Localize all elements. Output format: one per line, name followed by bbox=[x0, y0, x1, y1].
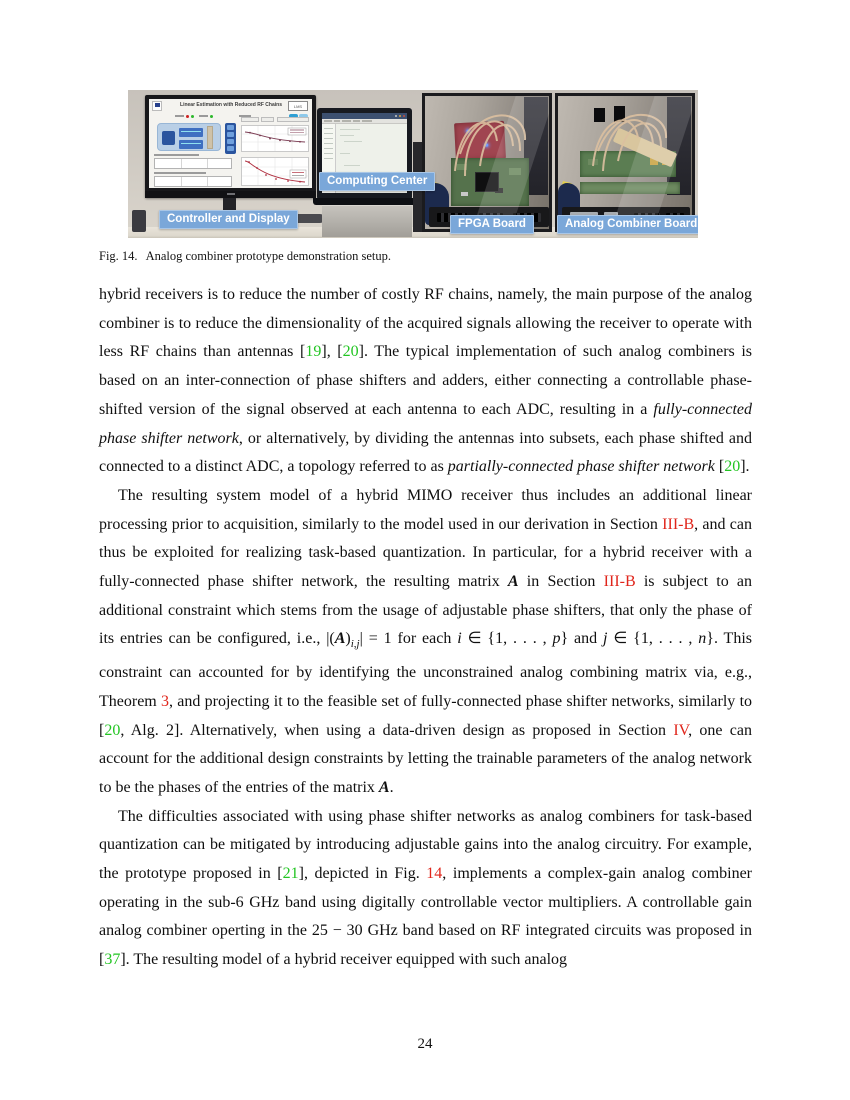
text-segment: i bbox=[457, 630, 462, 648]
red-indicator-icon bbox=[186, 115, 189, 118]
text-segment: ], depicted in Fig. bbox=[298, 865, 427, 883]
text-segment: , one can account for the additional design constraints by letting the trainable parameters of the analog network to be the phases of the entries of the matrix bbox=[99, 721, 752, 796]
text-segment: , and projecting it to the feasible set of fully-connected phase shifter networks, similarly to [ bbox=[99, 692, 753, 739]
section-ref[interactable]: 3 bbox=[161, 692, 170, 710]
text-segment: A bbox=[334, 630, 346, 648]
lab-logo-icon: LMS bbox=[288, 101, 308, 111]
section-ref[interactable]: 14 bbox=[426, 865, 443, 883]
text-segment: ]. The typical implementation of such analog combiners is based on an inter-connection of phase shifters and adders, either connecting a controllable phase-shifted version of the signal observed at each antenna to each ADC, resulting in a bbox=[99, 343, 753, 418]
text-segment: i,j bbox=[350, 638, 360, 651]
text-segment: p bbox=[552, 630, 561, 648]
text-segment: n bbox=[698, 630, 707, 648]
laptop-hinge bbox=[313, 198, 416, 205]
gui-button-column bbox=[225, 123, 236, 154]
monitor-display bbox=[145, 95, 316, 198]
figure-caption bbox=[99, 249, 752, 264]
citation-link[interactable]: 20 bbox=[724, 458, 741, 476]
text-segment: ], [ bbox=[321, 343, 343, 361]
green-indicator-icon bbox=[210, 115, 213, 118]
desk-object bbox=[132, 210, 146, 232]
text-segment: ∈ {1, . . . , bbox=[461, 630, 553, 648]
label-computing-center: Computing Center bbox=[319, 172, 435, 191]
gui-label bbox=[199, 115, 208, 117]
label-analog-combiner-board: Analog Combiner Board bbox=[557, 215, 698, 234]
gui-dropdown bbox=[241, 117, 259, 122]
text-segment: A bbox=[507, 573, 519, 591]
text-segment: [ bbox=[714, 458, 725, 476]
citation-link[interactable]: 37 bbox=[104, 951, 121, 969]
gui-dropdown bbox=[277, 117, 309, 122]
monitor-screen-title: Linear Estimation with Reduced RF Chains bbox=[180, 102, 282, 108]
text-segment: in Section bbox=[518, 573, 604, 591]
text-segment: } and bbox=[560, 630, 604, 648]
text-segment: The difficulties associated with using phase shifter networks as analog combiners for task-based quantization can be mitigated by introducing adjustable gains into the analog circuitry. For example, the prototype proposed in [ bbox=[99, 807, 752, 883]
text-segment: ]. The resulting model of a hybrid receiver equipped with such analog bbox=[120, 951, 568, 969]
text-segment: fully-connected phase shifter network bbox=[99, 400, 752, 447]
paragraph bbox=[99, 482, 752, 803]
text-segment: |( bbox=[326, 630, 335, 648]
text-segment: . bbox=[389, 778, 394, 796]
figure-caption-text: Analog combiner prototype demonstration setup. bbox=[145, 249, 391, 263]
figure-caption-tag: Fig. 14. bbox=[99, 249, 138, 263]
section-ref[interactable]: IV bbox=[673, 721, 689, 739]
text-segment: The resulting system model of a hybrid MIMO receiver thus includes an additional linear processing prior to acquisition, similarly to the model used in our derivation in Section bbox=[99, 486, 752, 533]
gui-plot-lower bbox=[241, 157, 309, 186]
university-logo-icon bbox=[152, 101, 162, 111]
gui-label bbox=[175, 115, 184, 117]
text-segment: | = 1 bbox=[359, 630, 392, 648]
paper-body bbox=[99, 281, 752, 975]
text-segment: ) bbox=[345, 630, 351, 648]
text-segment: , Alg. 2]. Alternatively, when using a data-driven design as proposed in Section bbox=[120, 721, 674, 739]
fpga-enclosure bbox=[422, 93, 552, 232]
citation-link[interactable]: 20 bbox=[104, 721, 121, 739]
citation-link[interactable]: 21 bbox=[282, 865, 299, 883]
text-segment: , implements a complex-gain analog combiner operating in the sub-6 GHz band using digitally controllable vector multipliers. A controllable gain analog combiner operting in the 25 − 30 GHz band based on RF integrated circuits was proposed in [ bbox=[99, 865, 753, 969]
section-ref[interactable]: III-B bbox=[662, 515, 695, 533]
green-indicator-icon bbox=[191, 115, 194, 118]
gui-block-diagram bbox=[157, 123, 221, 151]
text-segment: , or alternatively, by dividing the antennas into subsets, each phase shifted and connected to a distinct ADC, a topology referred to as bbox=[99, 429, 753, 476]
citation-link[interactable]: 20 bbox=[342, 343, 359, 361]
text-segment: , and can thus be exploited for realizing task-based quantization. In particular, for a hybrid receiver with a fully-connected phase shifter network, the resulting matrix bbox=[99, 515, 752, 591]
gui-dropdown bbox=[261, 117, 274, 122]
paragraph bbox=[99, 803, 752, 975]
page-number: 24 bbox=[417, 1036, 433, 1052]
text-segment: j bbox=[603, 630, 608, 648]
gui-plot-upper bbox=[241, 125, 309, 152]
label-fpga-board: FPGA Board bbox=[450, 215, 534, 234]
text-segment: A bbox=[378, 778, 390, 796]
text-segment: ]. bbox=[740, 458, 750, 476]
text-segment: partially-connected phase shifter network bbox=[447, 458, 715, 476]
monitor-bezel bbox=[145, 191, 316, 198]
figure-photo bbox=[128, 90, 698, 238]
text-segment: hybrid receivers is to reduce the number of costly RF chains, namely, the main purpose of the analog combiner is to reduce the dimensionality of the acquired signals allowing the receiver to operate with less RF chains than antennas [ bbox=[99, 286, 752, 361]
label-controller-display: Controller and Display bbox=[159, 210, 298, 229]
monitor-screen bbox=[149, 99, 312, 188]
gui-table bbox=[154, 154, 232, 169]
paragraph bbox=[99, 281, 752, 482]
laptop-stand-box bbox=[322, 205, 412, 237]
text-segment: ∈ {1, . . . , bbox=[607, 630, 699, 648]
text-segment: is subject to an additional constraint which stems from the usage of adjustable phase shifters, that only the phase of its entries can be configured, i.e., bbox=[99, 573, 753, 648]
text-segment: }. This constraint can accounted for by identifying the unconstrained analog combining matrix via, e.g., Theorem bbox=[99, 630, 752, 710]
gui-table bbox=[154, 172, 232, 187]
citation-link[interactable]: 19 bbox=[305, 343, 322, 361]
text-segment: for each bbox=[391, 630, 458, 648]
analog-combiner-enclosure bbox=[555, 93, 695, 232]
section-ref[interactable]: III-B bbox=[603, 573, 636, 591]
